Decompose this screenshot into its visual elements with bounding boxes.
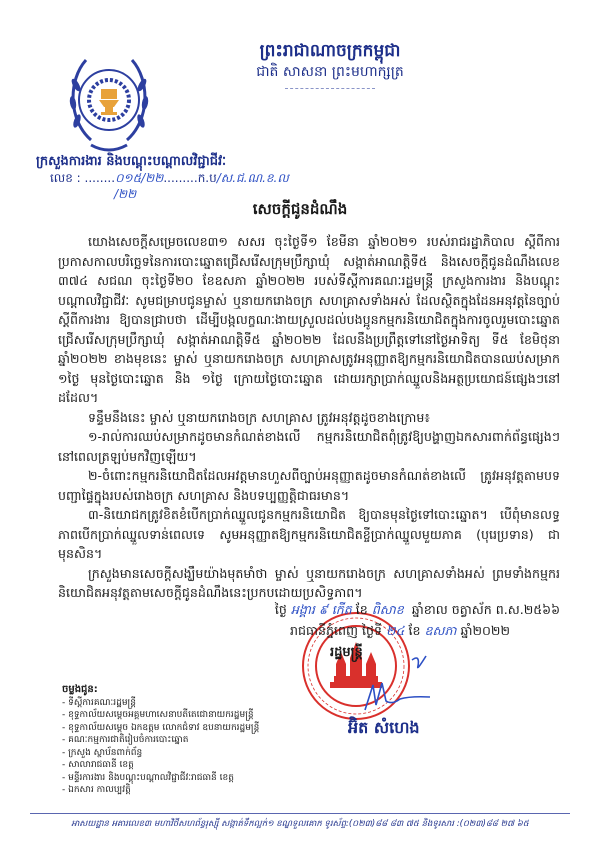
cc-item: - ឯកសារ កាលប្បវត្តិ [62,785,131,795]
solar-day: ២៤ [385,623,405,638]
paragraph-item-2: ២-ចំពោះកម្មករនិយោជិតដែលអវត្តមានហួសពីច្បាប់អនុញ្ញាតដូចមានកំណត់ខាងលើ ត្រូវអនុវត្តតាមបទបញ្ជាផ្ទៃក្នុងរបស់រោងចក្រ សហគ្រាស និងបទប្បញ្ញត្តិជាធរមាន។ [58,468,560,503]
cc-item: - ខុទ្ទកាល័យសម្តេច ឯកឧត្តម លោកជំទាវ ឧបនាយករដ្ឋមន្ត្រី [62,722,260,733]
lunar-month-label: ខែ [355,602,368,617]
solar-month-label: ខែ [408,623,421,638]
document-title: សេចក្តីជូនដំណឹង [252,200,348,218]
ref-suffix: /ស.ជ.ណ.ខ.ល [216,171,289,185]
signatory-name: អ៊ិត សំហេង [348,718,420,737]
solar-month: ឧសភា [424,623,457,638]
ref-code: ក.ប [197,171,217,185]
ref-date: /២២ [114,187,137,201]
cc-heading: ចម្លងជូន: [62,684,98,695]
ministry-logo [66,55,152,155]
lunar-year: ឆ្នាំខាល ចត្វាស័ក ព.ស.២៥៦៦ [411,602,560,617]
ornament-divider [285,88,375,93]
cc-item: - ទីស្តីការគណៈរដ្ឋមន្ត្រី [62,697,136,708]
cc-item: - មន្ទីរការងារ និងបណ្តុះបណ្តាលវិជ្ជាជីវៈរាជធានី ខេត្ត [62,772,234,783]
solar-year: ឆ្នាំ២០២២ [460,623,510,638]
ministry-name: ក្រសួងការងារ និងបណ្តុះបណ្តាលវិជ្ជាជីវៈ [36,154,227,169]
solar-place: រាជធានីភ្នំពេញ ថ្ងៃទី [290,623,382,638]
lunar-day: អង្គារ ៩ កើត [290,602,352,617]
cc-item: - ក្រសួង ស្ថាប័នពាក់ព័ន្ធ [62,747,143,758]
paragraph-item-3: ៣-និយោជកត្រូវខិតខំបើកប្រាក់ឈ្នួលជូនកម្មករនិយោជិត ឱ្យបានមុនថ្ងៃទៅបោះឆ្នោត។ បើពុំមានលទ្ធភាពបើកប្រាក់ឈ្នួលទាន់ពេលទេ សូមអនុញ្ញាតឱ្យកម្មករនិយោជិតខ្ចីប្រាក់ឈ្នួលមួយភាគ (បុរេប្រទាន) ជាមុនសិន។ [58,507,560,561]
paragraph-requirements: ទន្ទឹមនឹងនេះ ម្ចាស់ ឬនាយករោងចក្រ សហគ្រាស ត្រូវអនុវត្តដូចខាងក្រោម៖ [88,409,430,425]
cc-item: - គណៈកម្មការជាតិរៀបចំការបោះឆ្នោត [62,735,189,745]
copy-to-list [62,684,259,797]
national-motto: ជាតិ សាសនា ព្រះមហាក្សត្រ [256,64,404,80]
lunar-date [260,602,560,621]
cc-item: - សាលារាជធានី ខេត្ត [62,760,134,770]
footer-divider [30,813,570,814]
kingdom-heading: ព្រះរាជាណាចក្រកម្ពុជា [259,41,401,61]
lunar-day-label: ថ្ងៃ [274,602,287,617]
cc-item: - ខុទ្ទកាល័យសម្តេចអគ្គមហាសេនាបតីតេជោនាយករដ្ឋមន្ត្រី [62,710,254,720]
reference-number: លេខ : ........០១៥/២២.........ក.ប/ស.ជ.ណ.ខ.ល [50,171,289,185]
paragraph-closing: ក្រសួងមានសេចក្តីសង្ឃឹមយ៉ាងមុតមាំថា ម្ចាស់ ឬនាយករោងចក្រ សហគ្រាសទាំងអស់ ព្រមទាំងកម្មករនិយោជិតអនុវត្តតាមសេចក្តីជូនដំណឹងនេះប្រកបដោយប្រសិទ្ធភាព។ [58,565,560,600]
signatory-title: រដ្ឋមន្ត្រី [330,645,363,660]
document-body [58,232,560,603]
ref-number: ០១៥/២២ [115,171,164,185]
lunar-month: ពិសាខ [371,602,404,617]
footer-address: អាសយដ្ឋាន អគារលេខ៣ មហាវិថីសហព័ន្ធរុស្ស៊ី សង្កាត់ទឹកល្អក់១ ខណ្ឌទួលគោក ទូរស័ព្ទ:(០២៣)៨៨ ៨៣ ៧៥ និងទូរសារ :(០២៣)៨៨ ២៧ ៦៥ [71,819,529,829]
paragraph-reference: យោងសេចក្តីសម្រេចលេខ៣១ សសរ ចុះថ្ងៃទី១ ខែមីនា ឆ្នាំ២០២១ របស់រាជរដ្ឋាភិបាល ស្តីពីការប្រកាសកាលបរិច្ឆេទនៃការបោះឆ្នោតជ្រើសរើសក្រុមប្រឹក្សាឃុំ សង្កាត់អាណត្តិទី៥ និងសេចក្តីជូនដំណឹងលេខ ៣៧៤ សជណ ចុះថ្ងៃទី២០ ខែឧសភា ឆ្នាំ២០២២ របស់ទីស្តីការគណៈរដ្ឋមន្ត្រី ក្រសួងការងារ និងបណ្តុះបណ្តាលវិជ្ជាជីវៈ សូមជម្រាបជូនម្ចាស់ ឬនាយករោងចក្រ សហគ្រាសទាំងអស់ ដែលស្ថិតក្នុងដែនអនុវត្តនៃច្បាប់ស្តីពីការងារ ឱ្យបានជ្រាបថា ដើម្បីបង្កលក្ខណៈងាយស្រួលដល់បងប្អូនកម្មករនិយោជិតក្នុងការចូលរួមបោះឆ្នោតជ្រើសរើសក្រុមប្រឹក្សាឃុំ សង្កាត់អាណត្តិទី៥ ឆ្នាំ២០២២ ដែលនឹងប្រព្រឹត្តទៅនៅថ្ងៃអាទិត្យ ទី៥ ខែមិថុនា ឆ្នាំ២០២២ ខាងមុខនេះ ម្ចាស់ ឬនាយករោងចក្រ សហគ្រាសត្រូវអនុញ្ញាតឱ្យកម្មករនិយោជិតបានឈប់សម្រាក ១ថ្ងៃ មុនថ្ងៃបោះឆ្នោត និង ១ថ្ងៃ ក្រោយថ្ងៃបោះឆ្នោត ដោយរក្សាប្រាក់ឈ្នួលនិងអត្ថប្រយោជន៍ផ្សេងៗនៅដដែល។ [58,234,560,405]
ref-label: លេខ : [50,171,81,185]
paragraph-item-1: ១-រាល់ការឈប់សម្រាកដូចមានកំណត់ខាងលើ កម្មករនិយោជិតពុំត្រូវឱ្យបង្ហាញឯកសារពាក់ព័ន្ធផ្សេងៗនៅពេលត្រឡប់មកវិញឡើយ។ [58,429,560,464]
